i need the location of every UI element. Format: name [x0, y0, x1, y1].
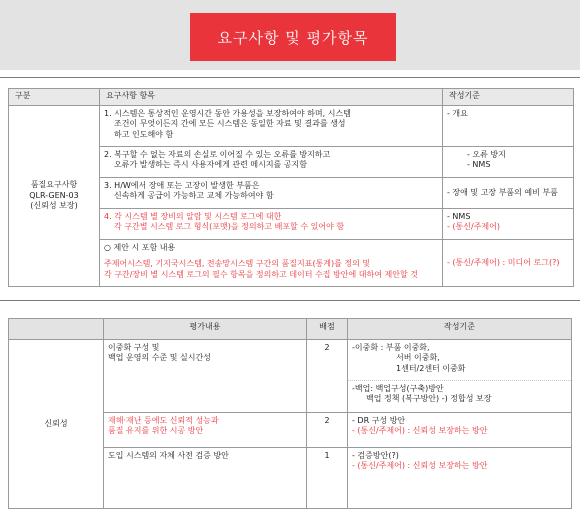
criteria-cell — [443, 106, 574, 147]
criteria-cell — [443, 240, 574, 287]
content-cell — [104, 340, 307, 413]
criteria-line: -백업: 백업구성(구축)방안 — [352, 384, 444, 393]
score-cell: 2 — [307, 340, 348, 413]
criteria-line: - (통신/주제어) — [447, 222, 501, 232]
item-line: 신속하게 공급이 가능하고 교체 가능하여야 함 — [114, 191, 274, 201]
item-line: 하고 인도해야 함 — [114, 129, 174, 139]
content-line: 이중화 구성 및 — [108, 343, 160, 352]
criteria-cell — [348, 413, 572, 448]
category-line: QLR-GEN-03 — [29, 190, 79, 200]
item-cell — [100, 209, 443, 240]
divider — [0, 77, 580, 78]
criteria-block — [348, 381, 571, 408]
criteria-line: - NMS — [447, 212, 471, 221]
criteria-cell — [348, 340, 572, 413]
page-title: 요구사항 및 평가항목 — [190, 13, 396, 61]
criteria-line: - 개요 — [447, 109, 468, 118]
item-line: 1. 시스템은 통상적인 운영시간 동안 가용성을 보장하여야 하며, 시스템 — [104, 109, 351, 118]
item-line: 주제어시스템, 기지국시스템, 전송망시스템 구간의 품질지표(통계)를 정의 및 — [104, 259, 371, 269]
criteria-cell — [443, 178, 574, 209]
table-row — [9, 340, 572, 413]
content-line: 재해·재난 등에도 신뢰적 성능과 — [108, 416, 219, 425]
criteria-line: - (통신/주제어) : 미디어 로그(?) — [447, 257, 560, 267]
category-line: (신뢰성 보장) — [30, 201, 78, 211]
item-cell — [100, 240, 443, 287]
item-line: 4. 각 시스템 별 장비의 알람 및 시스템 로그에 대한 — [104, 212, 282, 221]
col-header-category — [9, 319, 104, 340]
criteria-line: 백업 정책 (복구방안) -) 정합성 보장 — [366, 394, 492, 404]
criteria-line: 1센터/2센터 이중화 — [396, 363, 466, 373]
content-cell — [104, 413, 307, 448]
criteria-line: - (통신/주제어) : 신뢰성 보장하는 방안 — [352, 461, 488, 471]
content-line: 도입 시스템의 자체 사전 검증 방안 — [108, 451, 229, 460]
item-line: ○ 제안 시 포함 내용 — [104, 243, 176, 252]
table-header-row — [9, 319, 572, 340]
category-cell: 신뢰성 — [9, 340, 104, 509]
divider — [0, 300, 580, 301]
item-line: 2. 복구할 수 없는 자료의 손실로 이어질 수 있는 오류를 방지하고 — [104, 150, 331, 159]
criteria-line: 서버 이중화, — [396, 353, 440, 363]
criteria-line: - 장애 및 고장 부품의 예비 부품 — [447, 187, 558, 197]
requirements-table — [8, 88, 574, 287]
content-cell — [104, 448, 307, 509]
item-cell — [100, 147, 443, 178]
criteria-line: - (통신/주제어) : 신뢰성 보장하는 방안 — [352, 426, 488, 436]
item-line: 조건이 무엇이든지 간에 모든 시스템은 동일한 자료 및 결과를 생성 — [114, 119, 346, 129]
category-line: 품질요구사항 — [30, 180, 78, 190]
item-cell — [100, 106, 443, 147]
item-line: 오류가 발생하는 즉시 사용자에게 관련 메시지를 공지함 — [114, 160, 307, 170]
criteria-cell — [443, 147, 574, 178]
table-row — [9, 106, 574, 147]
criteria-line: - NMS — [467, 160, 491, 170]
col-header-content: 평가내용 — [104, 319, 307, 340]
content-line: 백업 운영의 수준 및 실시간성 — [108, 353, 211, 363]
criteria-cell — [348, 448, 572, 509]
criteria-line: - DR 구성 방안 — [352, 416, 406, 425]
col-header-criteria: 작성기준 — [348, 319, 572, 340]
score-cell: 1 — [307, 448, 348, 509]
item-line: 각 구간/장비 별 시스템 로그의 필수 항목을 정의하고 데이터 수집 방안에 대하여 제안할 것 — [104, 269, 418, 279]
criteria-line: -이중화 : 부품 이중화, — [352, 343, 430, 352]
item-line: 3. H/W에서 장애 또는 고장이 발생한 부품은 — [104, 181, 260, 190]
table-header-row — [9, 89, 574, 106]
content-line: 품질 유지를 위한 시공 방안 — [108, 426, 204, 436]
criteria-line: - 오류 방지 — [467, 150, 506, 159]
score-cell: 2 — [307, 413, 348, 448]
item-cell — [100, 178, 443, 209]
col-header-category: 구분 — [9, 89, 100, 106]
criteria-block — [348, 340, 571, 381]
item-line: 각 구간별 시스템 로그 형식(포맷)을 정의하고 배포할 수 있어야 함 — [114, 222, 345, 232]
criteria-cell — [443, 209, 574, 240]
col-header-item: 요구사항 항목 — [100, 89, 443, 106]
col-header-score: 배점 — [307, 319, 348, 340]
col-header-criteria: 작성기준 — [443, 89, 574, 106]
category-cell — [9, 106, 100, 287]
criteria-line: - 검증방안(?) — [352, 451, 399, 460]
evaluation-table — [8, 318, 572, 509]
